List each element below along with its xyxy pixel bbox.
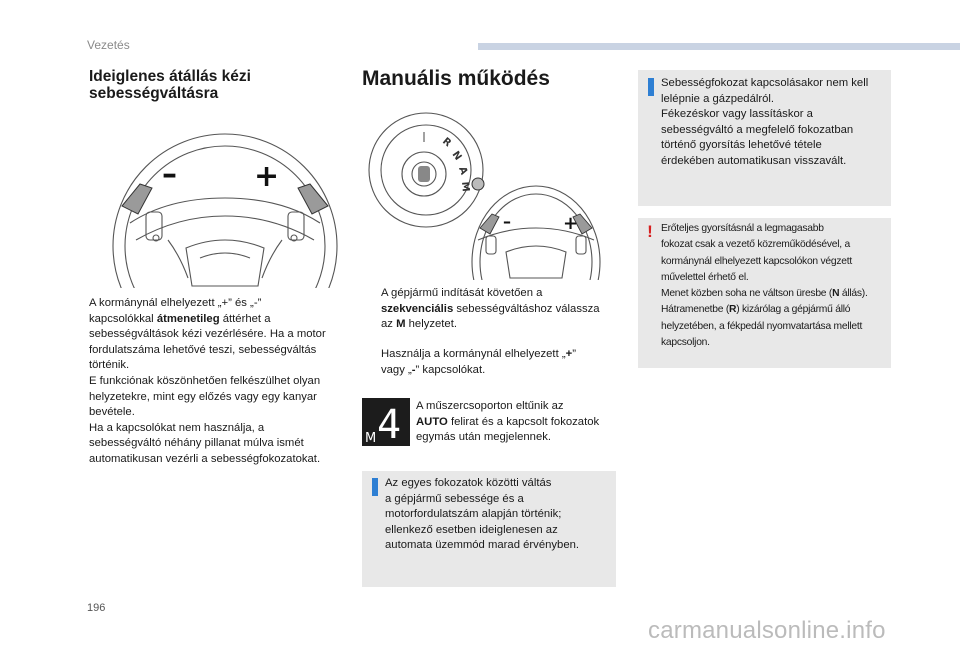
text-line: Az egyes fokozatok közötti váltás	[385, 477, 552, 489]
text-line: Használja a kormánynál elhelyezett „+”	[381, 348, 576, 360]
info-icon	[372, 478, 378, 496]
section-header: Vezetés	[87, 38, 130, 52]
text-line: egymás után megjelennek.	[416, 431, 552, 444]
text-line: lelépnie a gázpedálról.	[661, 92, 775, 105]
text-line: ellenkező esetben ideiglenesen az	[385, 523, 558, 536]
text-line: sebességváltó néhány pillanat múlva ismét	[89, 437, 304, 450]
gear-letter-m: M	[459, 181, 471, 193]
text-line: Erőteljes gyorsításnál a legmagasabb	[661, 223, 824, 234]
text-line: Hátramenetbe (R) kizárólag a gépjármű álló	[661, 304, 851, 316]
gear-selector-illustration	[366, 112, 602, 280]
text-line: érdekében automatikusan visszavált.	[661, 154, 847, 167]
text-line: helyzetében, a fékpedál nyomvatartása mellett	[661, 320, 863, 332]
section-title-line: Ideiglenes átállás kézi	[89, 68, 251, 85]
page-number: 196	[87, 602, 106, 614]
text-line: Sebességfokozat kapcsolásakor nem kell	[661, 77, 869, 89]
main-title: Manuális működés	[362, 67, 550, 90]
paddle-plus-label: +	[254, 159, 280, 194]
header-bar	[478, 43, 960, 50]
text-line: Menet közben soha ne váltson üresbe (N állás).	[661, 288, 868, 300]
text-line: bevétele.	[89, 406, 135, 419]
warning-icon: !	[647, 222, 653, 241]
text-line: A kormánynál elhelyezett „+” és „-”	[89, 297, 262, 309]
warning-text	[661, 221, 889, 351]
text-line: A gépjármű indítását követően a	[381, 287, 543, 299]
text-line: művelettel érhető el.	[661, 271, 749, 283]
gear-letter-r: R	[440, 135, 454, 150]
text-line: történő gyorsítás lehetővé tétele	[661, 139, 822, 152]
text-line: kapcsoljon.	[661, 337, 710, 349]
text-line: kormánynál elhelyezett kapcsolókon végzett	[661, 255, 852, 267]
watermark: carmanualsonline.info	[648, 617, 886, 644]
text-line: AUTO felirat és a kapcsolt fokozatok	[416, 415, 600, 428]
info-text	[385, 476, 611, 554]
text-line: kapcsolókkal átmenetileg áttérhet a	[89, 312, 271, 325]
info-icon	[648, 78, 654, 96]
text-line: motorfordulatszám alapján történik;	[385, 508, 562, 521]
bullet-item	[365, 347, 620, 378]
text-line: vagy „-” kapcsolókat.	[381, 363, 486, 376]
text-line: E funkciónak köszönhetően felkészülhet olyan	[89, 374, 321, 387]
text-line: automata üzemmód marad érvényben.	[385, 539, 580, 552]
gear-letter-n: N	[449, 149, 464, 163]
text-line: helyzetekre, mint egy előzés vagy egy kanyar	[89, 390, 317, 403]
warning-box	[638, 218, 891, 368]
text-line: Ha a kapcsolókat nem használja, a	[89, 421, 265, 434]
text-line: sebességváltó a megfelelő fokozatban	[661, 123, 854, 136]
text-line: fokozat csak a vezető közreműködésével, a	[661, 239, 850, 251]
display-description	[416, 399, 621, 446]
bullet-arrow-icon	[365, 286, 381, 333]
instrument-display-icon	[362, 398, 410, 446]
text-line: A műszercsoporton eltűnik az	[416, 400, 564, 412]
paddle-minus-label: –	[503, 212, 511, 231]
info-box	[362, 471, 616, 587]
bullet-text	[381, 347, 576, 378]
bullet-arrow-icon	[365, 347, 381, 378]
gear-letter-a: A	[456, 165, 470, 177]
section-title	[89, 68, 349, 102]
display-gear: 4	[377, 402, 402, 446]
section-title-line: sebességváltásra	[89, 85, 219, 102]
text-line: az M helyzetet.	[381, 318, 457, 331]
text-line: sebességváltások kézi vezérlésére. Ha a motor	[89, 328, 326, 341]
bullet-text	[381, 286, 600, 333]
text-line: fordulatszáma lehetővé teszi, sebességváltás	[89, 343, 317, 356]
text-line: Fékezéskor vagy lassításkor a	[661, 108, 813, 121]
paddle-plus-label: +	[563, 213, 579, 234]
text-line: a gépjármű sebessége és a	[385, 492, 524, 505]
text-line: szekvenciális sebességváltáshoz válassza	[381, 302, 600, 315]
text-line: történik.	[89, 359, 130, 372]
left-paragraph	[89, 296, 349, 468]
bullet-item	[365, 286, 620, 333]
paddle-minus-label: –	[162, 157, 177, 192]
info-text	[661, 76, 887, 170]
display-mode: M	[365, 431, 377, 446]
text-line: automatikusan vezérli a sebességfokozatokat.	[89, 452, 321, 465]
info-box	[638, 70, 891, 206]
steering-wheel-illustration	[108, 128, 342, 288]
